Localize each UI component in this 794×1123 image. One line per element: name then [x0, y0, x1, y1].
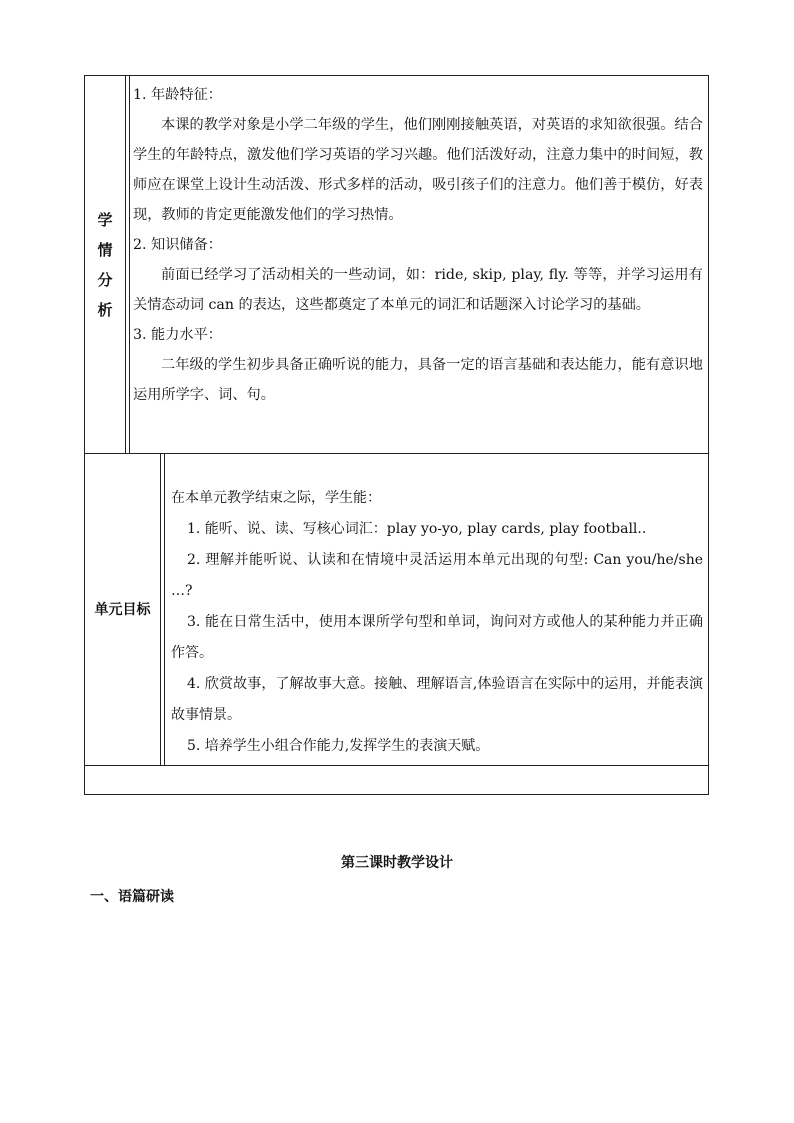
lesson-plan-table: [84, 75, 709, 795]
ability-heading: 3. 能力水平：: [133, 327, 222, 343]
student-analysis-content: [133, 80, 703, 410]
header-char: 分: [97, 270, 113, 289]
lesson-title: 第三课时教学设计: [341, 855, 453, 871]
empty-row: [85, 765, 708, 794]
age-paragraph: 本课的教学对象是小学二年级的学生，他们刚刚接触英语，对英语的求知欲很强。结合学生的年龄特点，激发他们学习英语的学习兴趣。他们活泼好动，注意力集中的时间短，教师应在课堂上设计生动活泼、形式多样的活动，吸引孩子们的注意力。他们善于模仿，好表现，教师的肯定更能激发他们的学习热情。: [133, 117, 703, 223]
unit-goals-header: [85, 453, 161, 765]
goal-item: 5. 培养学生小组合作能力,发挥学生的表演天赋。: [187, 738, 490, 754]
header-char: 学: [97, 210, 113, 229]
student-analysis-header: [85, 76, 126, 453]
age-heading: 1. 年龄特征：: [133, 87, 222, 103]
goal-item: 2. 理解并能听说、认读和在情境中灵活运用本单元出现的句型: Can you/he/she …?: [171, 552, 703, 599]
goal-item: 1. 能听、说、读、写核心词汇：play yo-yo, play cards, play football..: [187, 521, 647, 537]
double-border-line: [129, 76, 130, 453]
header-char: 析: [97, 300, 113, 319]
unit-goals-content: [171, 483, 703, 762]
goal-item: 4. 欣赏故事，了解故事大意。接触、理解语言,体验语言在实际中的运用，并能表演故事情景。: [171, 676, 703, 723]
ability-paragraph: 二年级的学生初步具备正确听说的能力，具备一定的语言基础和表达能力，能有意识地运用所学字、词、句。: [133, 357, 703, 403]
student-analysis-row: [85, 76, 708, 454]
knowledge-heading: 2. 知识储备：: [133, 237, 222, 253]
knowledge-paragraph: 前面已经学习了活动相关的一些动词，如：ride, skip, play, fly. 等等，并学习运用有关情态动词 can 的表达，这些都奠定了本单元的词汇和话题深入讨论学习的基础。: [133, 267, 703, 313]
goal-item: 3. 能在日常生活中，使用本课所学句型和单词，询问对方或他人的某种能力并正确作答。: [171, 614, 703, 661]
double-border-line: [164, 453, 165, 765]
unit-goals-label: 单元目标: [94, 602, 151, 618]
unit-goals-row: [85, 453, 708, 766]
header-char: 情: [97, 240, 113, 259]
goals-intro: 在本单元教学结束之际，学生能：: [171, 490, 381, 506]
section-heading: 一、语篇研读: [90, 889, 174, 905]
